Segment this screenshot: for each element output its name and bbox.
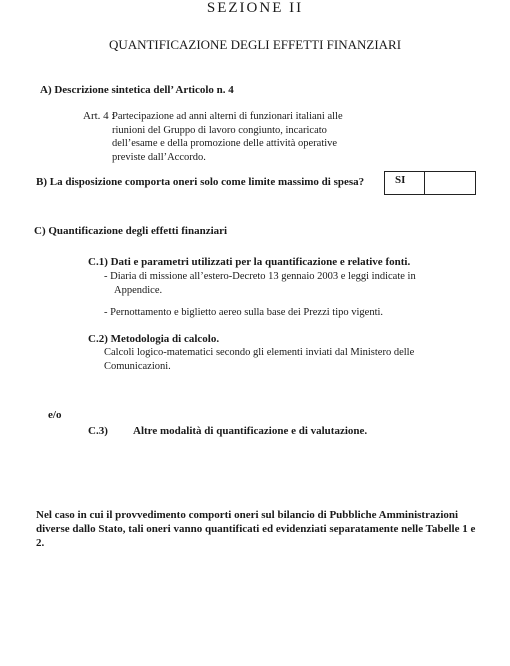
section-title: SEZIONE II (206, 0, 304, 16)
article-line: previste dall’Accordo. (112, 151, 206, 163)
section-b-question: B) La disposizione comporta oneri solo come limite massimo di spesa? (36, 176, 365, 188)
answer-empty-cell (425, 172, 475, 194)
section-c-heading: C) Quantificazione degli effetti finanziari (34, 225, 228, 237)
c2-text-line: Calcoli logico-matematici secondo gli elementi inviati dal Ministero delle (104, 347, 415, 358)
answer-box (384, 171, 476, 195)
c3-number: C.3) (88, 425, 108, 437)
article-line: Partecipazione ad anni alterni di funzionari italiani alle (112, 111, 343, 122)
article-label: Art. 4 : (83, 110, 115, 122)
c2-text (104, 346, 414, 373)
c2-text-line: Comunicazioni. (104, 360, 171, 372)
section-a-heading: A) Descrizione sintetica dell’ Articolo n. 4 (40, 84, 234, 96)
c1-title: C.1) Dati e parametri utilizzati per la quantificazione e relative fonti. (88, 256, 411, 268)
answer-yes-cell: SI (385, 172, 425, 194)
and-or-label: e/o (48, 409, 62, 421)
article-line: dell’esame e della promozione delle attività operative (112, 138, 338, 149)
c1-item-diaria (104, 270, 416, 297)
c2-title: C.2) Metodologia di calcolo. (88, 333, 220, 345)
c1-item-line: Appendice. (114, 284, 163, 296)
article-description (112, 110, 360, 164)
c1-item-line: - Diaria di missione all’estero-Decreto 13 gennaio 2003 e leggi indicate in (104, 271, 416, 282)
article-line: riunioni del Gruppo di lavoro congiunto, incaricato (112, 124, 327, 136)
c3-text: Altre modalità di quantificazione e di valutazione. (133, 425, 368, 437)
c1-item-pernottamento: - Pernottamento e biglietto aereo sulla base dei Prezzi tipo vigenti. (104, 307, 384, 318)
footer-note: Nel caso in cui il provvedimento comporti oneri sul bilancio di Pubbliche Amministrazioni diverse dallo Stato, tali oneri vanno quantificati ed evidenziati separatamente nelle Tabelle 1 e 2. (36, 509, 476, 549)
document-subtitle: QUANTIFICAZIONE DEGLI EFFETTI FINANZIARI (108, 37, 402, 52)
